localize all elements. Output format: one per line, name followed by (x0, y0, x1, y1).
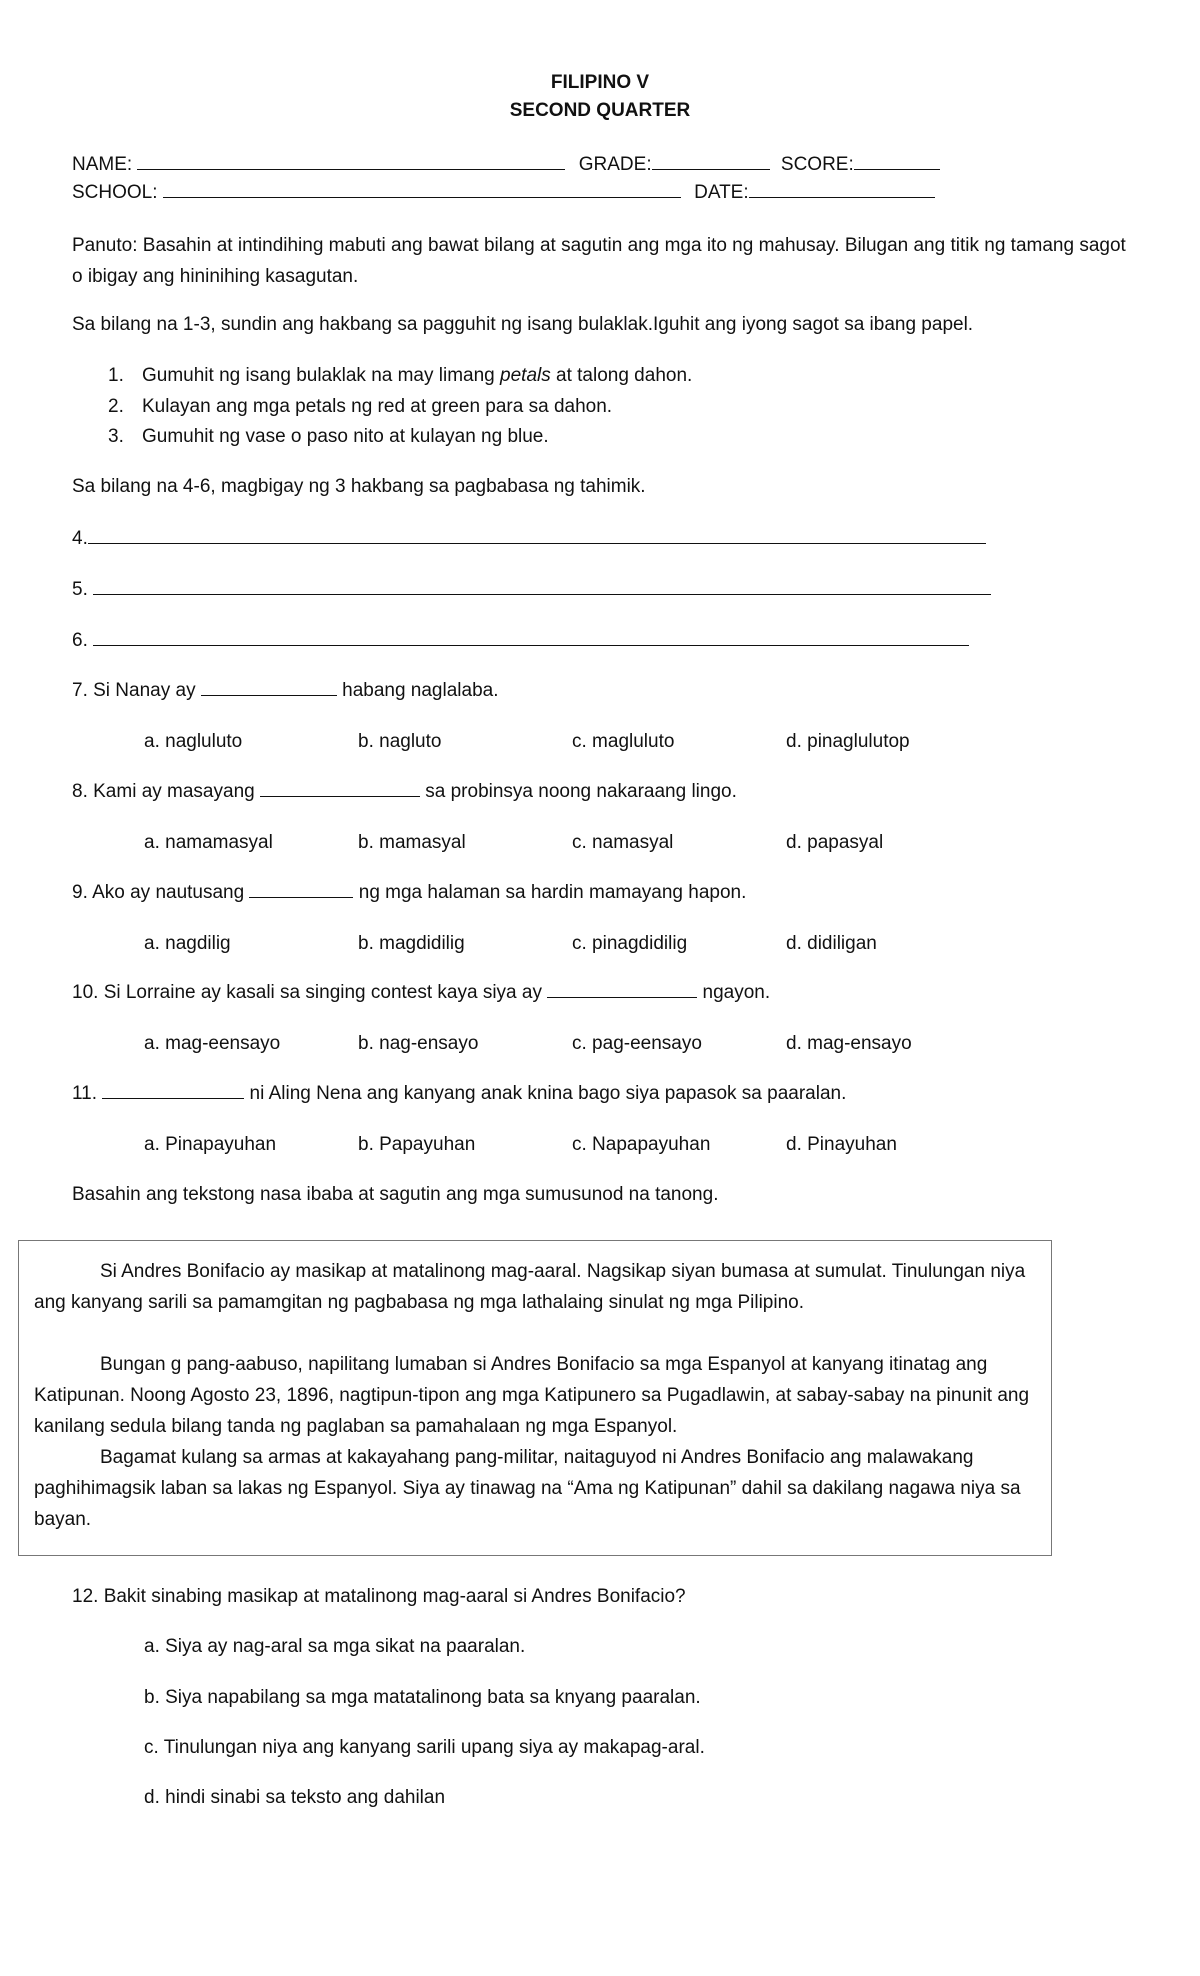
answer-line-4: 4. (72, 528, 986, 550)
question-9: 9. Ako ay nautusang ng mga halaman sa hardin mamayang hapon. (72, 882, 747, 903)
score-label: SCORE: (780, 154, 854, 175)
school-blank[interactable] (163, 196, 681, 198)
q12-choice-d[interactable]: d. hindi sinabi sa teksto ang dahilan (144, 1787, 446, 1808)
score-blank[interactable] (854, 168, 940, 170)
question-8-blank[interactable] (260, 795, 420, 797)
panuto-instruction: Panuto: Basahin at intindihing mabuti ang bawat bilang at sagutin ang mga ito ng mahusay. Bilugan ang titik ng tamang sagot o ibigay ang hininihing kasagutan. (72, 235, 1126, 287)
q9-choice-d[interactable]: d. didiligan (786, 933, 877, 954)
passage-paragraph-3: Bagamat kulang sa armas at kakayahang pang-militar, naitaguyod ni Andres Bonifacio ang malawakang paghihimagsik laban sa lakas ng Espanyol. Siya ay tinawag na “Ama ng Katipunan” dahil sa dakilang nagawa niya sa bayan. (34, 1447, 1021, 1530)
question-11: 11. ni Aling Nena ang kanyang anak knina bago siya papasok sa paaralan. (72, 1083, 847, 1104)
question-7-blank[interactable] (201, 694, 337, 696)
question-8: 8. Kami ay masayang sa probinsya noong nakaraang lingo. (72, 781, 737, 802)
answer-line-5: 5. (72, 579, 991, 601)
q8-choice-a[interactable]: a. namamasyal (144, 832, 273, 853)
q8-choice-d[interactable]: d. papasyal (786, 832, 884, 853)
question-12: 12. Bakit sinabing masikap at matalinong mag-aaral si Andres Bonifacio? (72, 1586, 686, 1607)
q7-choice-b[interactable]: b. nagluto (358, 731, 442, 752)
school-label: SCHOOL: (72, 182, 158, 203)
answer-blank-4[interactable] (88, 542, 986, 544)
q8-choice-c[interactable]: c. namasyal (572, 832, 674, 853)
q9-choice-a[interactable]: a. nagdilig (144, 933, 231, 954)
q9-choice-c[interactable]: c. pinagdidilig (572, 933, 688, 954)
step-3: 3. Gumuhit ng vase o paso nito at kulayan ng blue. (108, 426, 549, 447)
answer-blank-5[interactable] (93, 593, 991, 595)
q12-choice-c[interactable]: c. Tinulungan niya ang kanyang sarili upang siya ay makapag-aral. (144, 1737, 705, 1758)
question-11-blank[interactable] (102, 1097, 244, 1099)
grade-blank[interactable] (652, 168, 770, 170)
q9-choice-b[interactable]: b. magdidilig (358, 933, 465, 954)
q11-choice-d[interactable]: d. Pinayuhan (786, 1134, 897, 1155)
passage-paragraph-2: Bungan g pang-aabuso, napilitang lumaban si Andres Bonifacio sa mga Espanyol at kanyang itinatag ang Katipunan. Noong Agosto 23, 1896, nagtipun-tipon ang mga Katipunero sa Pugadlawin, at sabay-sabay na pinunit ang kanilang sedula bilang tanda ng paglaban sa pamahalaan ng mga Espanyol. (34, 1354, 1030, 1437)
section3-instruction: Basahin ang tekstong nasa ibaba at sagutin ang mga sumusunod na tanong. (72, 1184, 719, 1205)
question-7: 7. Si Nanay ay habang naglalaba. (72, 680, 499, 701)
page-subtitle: SECOND QUARTER (509, 100, 691, 121)
q12-choice-b[interactable]: b. Siya napabilang sa mga matatalinong bata sa knyang paaralan. (144, 1687, 701, 1708)
grade-label: GRADE: (578, 154, 652, 175)
q8-choice-b[interactable]: b. mamasyal (358, 832, 466, 853)
section1-instruction: Sa bilang na 1-3, sundin ang hakbang sa pagguhit ng isang bulaklak.Iguhit ang iyong sagot sa ibang papel. (72, 314, 974, 335)
q11-choice-a[interactable]: a. Pinapayuhan (144, 1134, 277, 1155)
date-blank[interactable] (749, 196, 935, 198)
q10-choice-c[interactable]: c. pag-eensayo (572, 1033, 702, 1054)
q12-choice-a[interactable]: a. Siya ay nag-aral sa mga sikat na paaralan. (144, 1636, 526, 1657)
name-blank[interactable] (137, 168, 565, 170)
name-label: NAME: (72, 154, 133, 175)
question-10-blank[interactable] (547, 996, 697, 998)
section2-instruction: Sa bilang na 4-6, magbigay ng 3 hakbang sa pagbabasa ng tahimik. (72, 476, 646, 497)
date-label: DATE: (694, 182, 749, 203)
q7-choice-c[interactable]: c. magluluto (572, 731, 675, 752)
page-title: FILIPINO V (550, 72, 650, 93)
q11-choice-b[interactable]: b. Papayuhan (358, 1134, 476, 1155)
step-1: 1. Gumuhit ng isang bulaklak na may limang petals at talong dahon. (108, 365, 693, 386)
q10-choice-a[interactable]: a. mag-eensayo (144, 1033, 281, 1054)
answer-blank-6[interactable] (93, 644, 969, 646)
question-9-blank[interactable] (249, 896, 353, 898)
answer-line-6: 6. (72, 630, 969, 652)
question-10: 10. Si Lorraine ay kasali sa singing contest kaya siya ay ngayon. (72, 982, 771, 1003)
q7-choice-a[interactable]: a. nagluluto (144, 731, 243, 752)
q10-choice-d[interactable]: d. mag-ensayo (786, 1033, 912, 1054)
q10-choice-b[interactable]: b. nag-ensayo (358, 1033, 479, 1054)
step-2: 2. Kulayan ang mga petals ng red at green para sa dahon. (108, 396, 613, 417)
school-field-row (72, 182, 935, 204)
passage-paragraph-1: Si Andres Bonifacio ay masikap at matalinong mag-aaral. Nagsikap siyan bumasa at sumulat. Tinulungan niya ang kanyang sarili sa pamamgitan ng pagbabasa ng mga lathalaing sinulat ng mga Pilipino. (34, 1261, 1026, 1313)
q11-choice-c[interactable]: c. Napapayuhan (572, 1134, 711, 1155)
name-field-row (72, 154, 940, 176)
q7-choice-d[interactable]: d. pinaglulutop (786, 731, 910, 752)
